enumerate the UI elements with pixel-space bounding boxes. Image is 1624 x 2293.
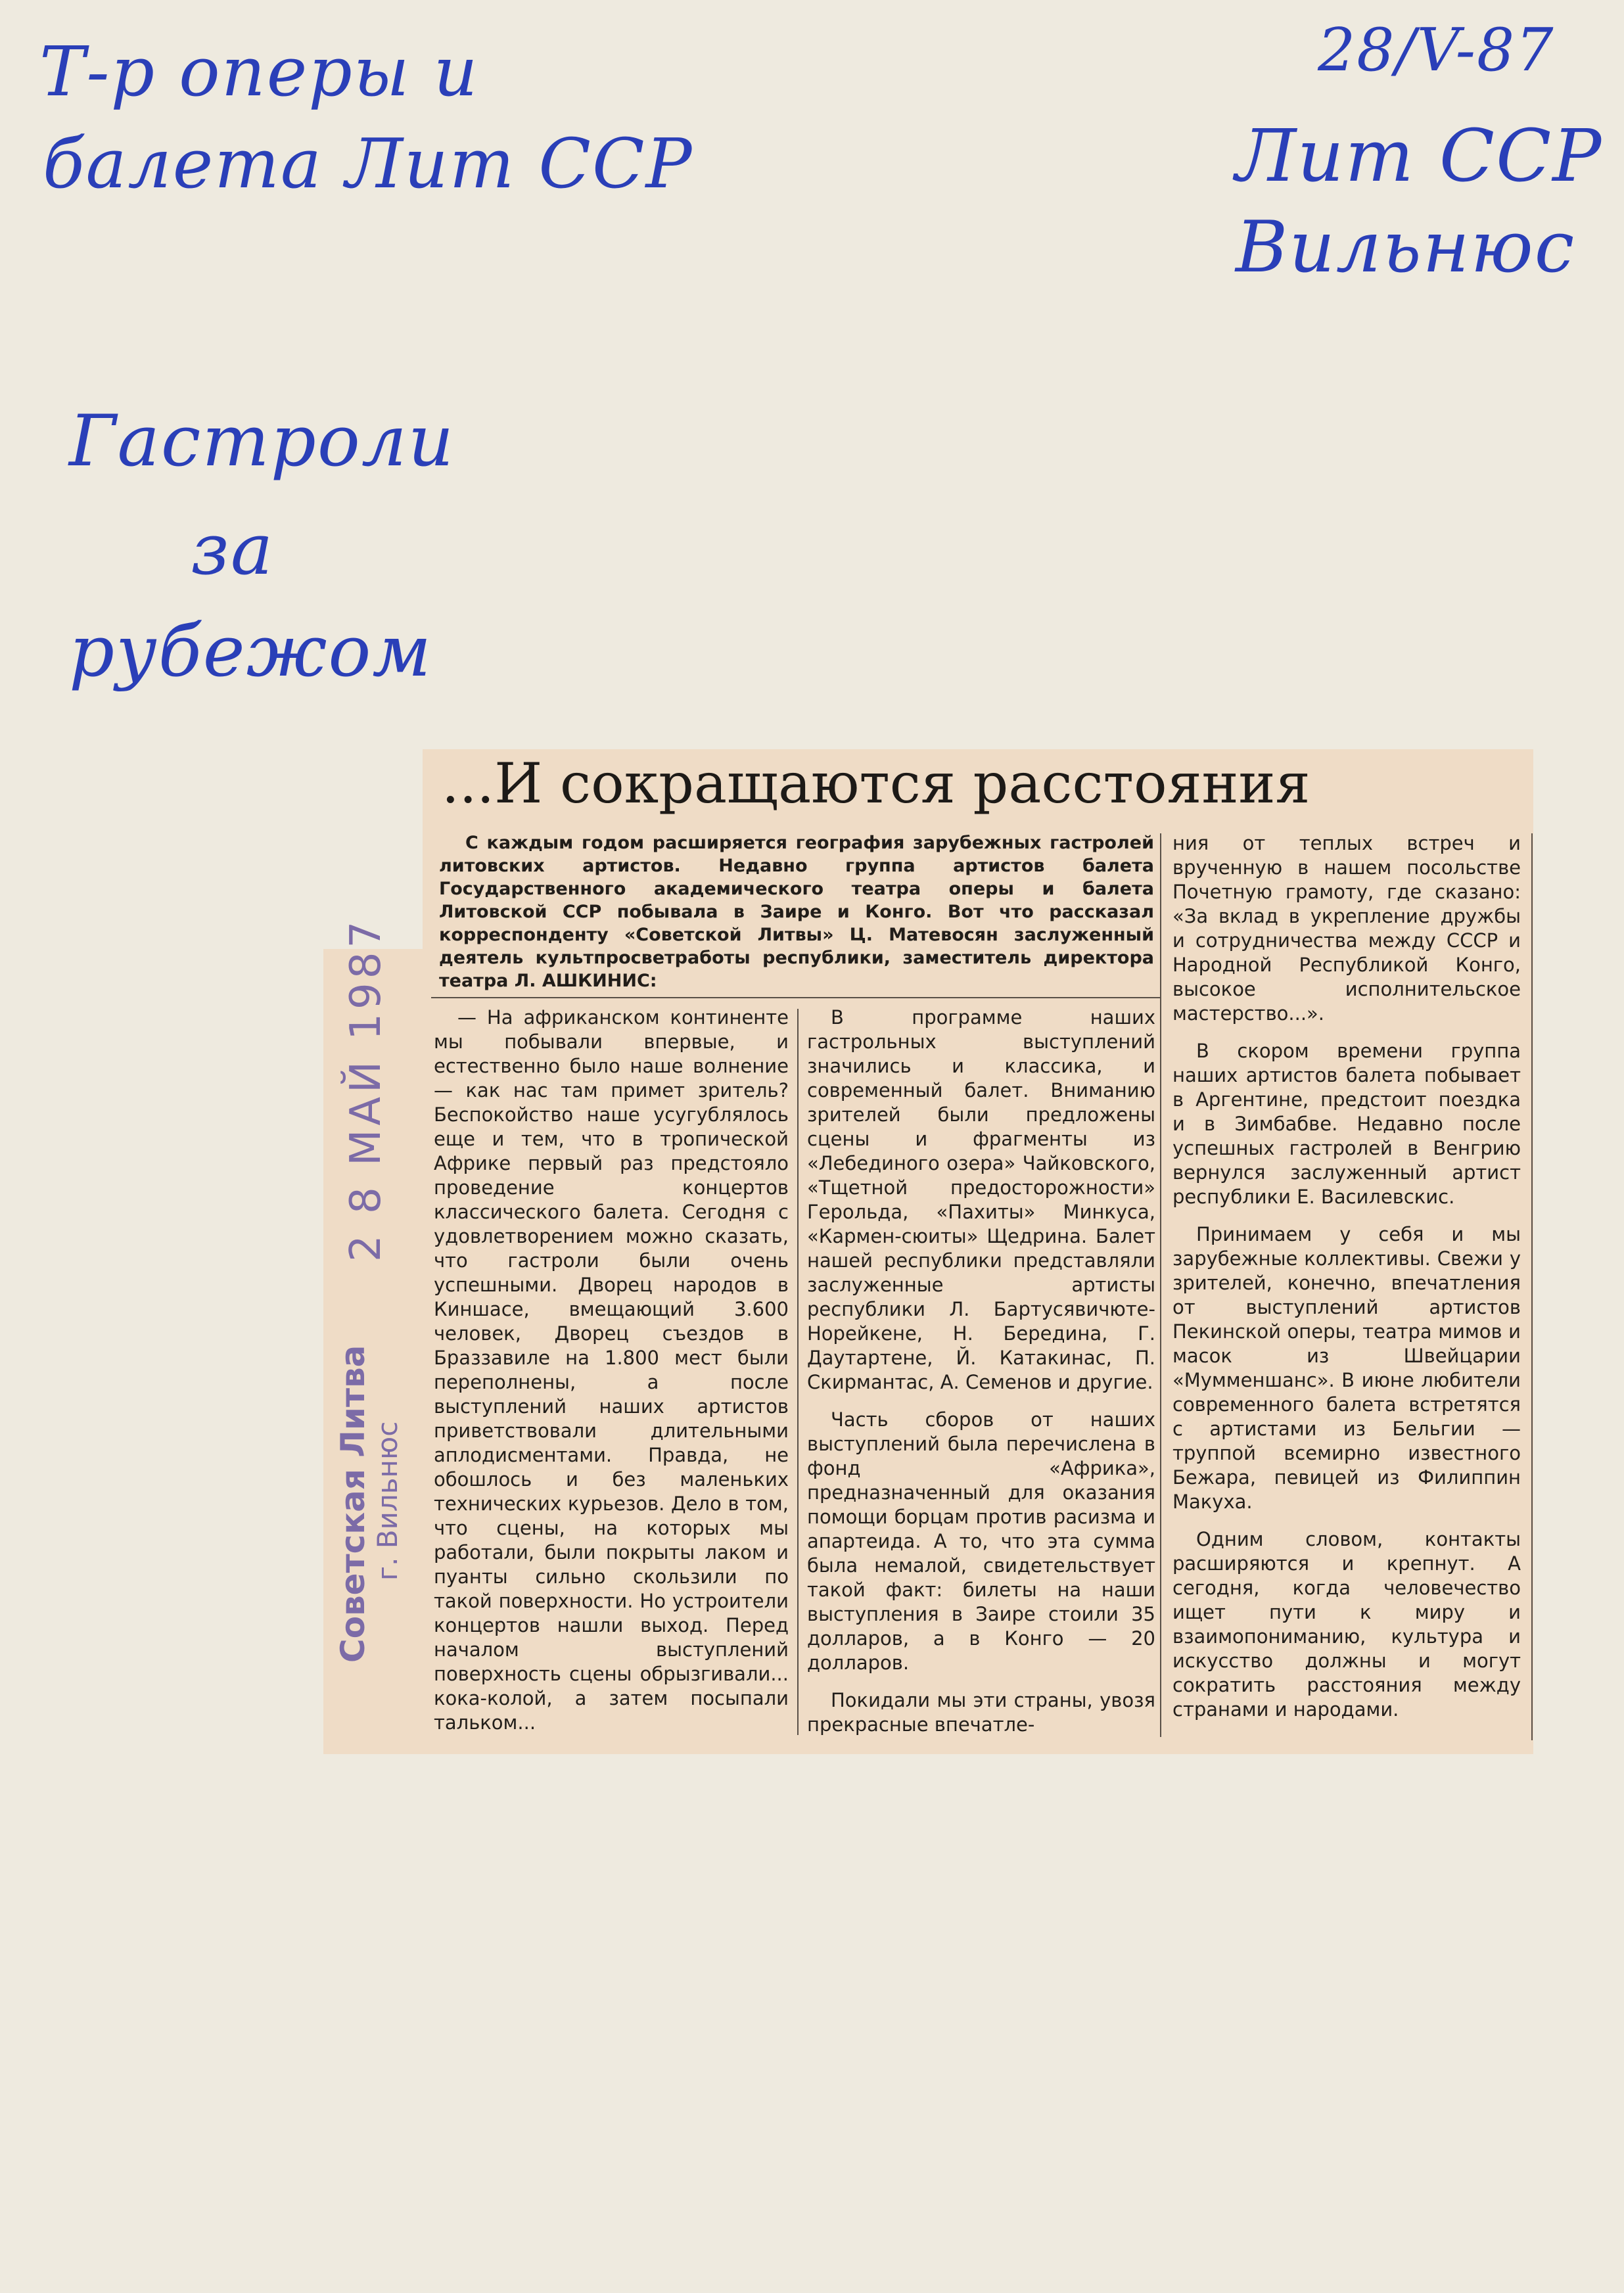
column-divider bbox=[1531, 833, 1533, 1740]
handwritten-city: Вильнюс bbox=[1236, 206, 1576, 289]
article-paragraph: — На африканском континенте мы побывали впервые, и естественно было наше волнение — как нас там примет зритель? Беспокойство наше усугублялось еще и тем, что в тропической Африке первый раз предстояло проведение концертов классического балета. Сегодня с удовлетворением можно сказать, что гастроли были очень успешными. Дворец народов в Киншасе, вмещающий 3.600 человек, Дворец съездов в Браззавиле на 1.800 мест были переполнены, а после выступлений наших артистов приветствовали длительными аплодисментами. Правда, не обошлось и без маленьких технических курьезов. Дело в том, что сцены, на которых мы работали, были покрыты лаком и пуанты сильно скользили по такой поверхности. Но устроители концертов нашли выход. Перед началом выступлений поверхность сцены обрызгивали... кока-колой, а затем посыпали тальком... bbox=[434, 1006, 789, 1734]
stamp-newspaper-name: Советская Литва bbox=[334, 1345, 372, 1663]
handwritten-republic: Лит ССР bbox=[1236, 114, 1603, 198]
article-column-3 bbox=[1172, 831, 1521, 1735]
handwritten-theatre-line2: балета Лит ССР bbox=[43, 124, 693, 204]
handwritten-topic-line3: рубежом bbox=[69, 611, 432, 693]
article-column-2 bbox=[807, 1006, 1155, 1750]
article-paragraph: Одним словом, контакты расширяются и крепнут. А сегодня, когда человечество ищет пути к миру и взаимопониманию, культура и искусство должны и могут сократить расстояния между странами и народами. bbox=[1172, 1528, 1521, 1721]
article-paragraph: В программе наших гастрольных выступлений значились и классика, и современный балет. Вниманию зрителей были предложены сцены и фрагменты из «Лебединого озера» Чайковского, «Тщетной предосторожности» Герольда, «Пахиты» Минкуса, «Кармен-сюиты» Щедрина. Балет нашей республики представляли заслуженные артисты республики Л. Бартусявичюте-Норейкене, Н. Берединa, Г. Даутартене, Й. Катакинас, П. Скирмантас, А. Семенов и другие. bbox=[807, 1006, 1155, 1393]
article-paragraph: Покидали мы эти страны, увозя прекрасные впечатле- bbox=[807, 1689, 1155, 1736]
lead-underline bbox=[431, 997, 1160, 998]
article-paragraph: В скором времени группа наших артистов балета побывает в Аргентине, предстоит поездка и в Зимбабве. Недавно после успешных гастролей в Венгрию вернулся заслуженный артист республики Е. Василевскис. bbox=[1172, 1040, 1521, 1208]
handwritten-date: 28/V-87 bbox=[1318, 16, 1555, 85]
article-paragraph: ния от теплых встреч и врученную в нашем посольстве Почетную грамоту, где сказано: «За вклад в укрепление дружбы и сотрудничества между СССР и Народной Республикой Конго, высокое исполнительское мастерство...». bbox=[1172, 832, 1521, 1025]
article-title: ...И сокращаются расстояния bbox=[442, 751, 1311, 816]
article-paragraph: Часть сборов от наших выступлений была перечислена в фонд «Африка», предназначенный для оказания помощи борцам против расизма и апартеида. А то, что эта сумма была немалой, свидетельствует такой факт: билеты на наши выступления в Заире стоили 35 долларов, а в Конго — 20 долларов. bbox=[807, 1408, 1155, 1674]
handwritten-topic-line2: за bbox=[191, 509, 275, 591]
article-paragraph: Принимаем у себя и мы зарубежные коллективы. Свежи у зрителей, конечно, впечатления от выступлений артистов Пекинской оперы, театра мимов и масок из Швейцарии «Мумменшанс». В июне любители современного балета встретятся с артистами из Бельгии — труппой всемирно известного Бежара, певицей из Филиппин Макуха. bbox=[1172, 1223, 1521, 1513]
column-divider bbox=[1160, 833, 1161, 1737]
stamp-date: 2 8 МАЙ 1987 bbox=[342, 917, 390, 1262]
handwritten-topic-line1: Гастроли bbox=[69, 400, 455, 482]
article-column-1 bbox=[434, 1006, 789, 1748]
article-lead: С каждым годом расширяется география зарубежных гастролей литовских артистов. Недавно группа артистов балета Государственного академического театра оперы и балета Литовской ССР побывала в Заире и Конго. Вот что рассказал корреспонденту «Советской Литвы» Ц. Матевосян заслуженный деятель культпросветработы республики, заместитель директора театра Л. АШКИНИС: bbox=[439, 833, 1154, 991]
stamp-city: г. Вильнюс bbox=[371, 1421, 404, 1581]
handwritten-theatre-line1: Т-р оперы и bbox=[39, 32, 479, 112]
column-divider bbox=[797, 1009, 799, 1735]
